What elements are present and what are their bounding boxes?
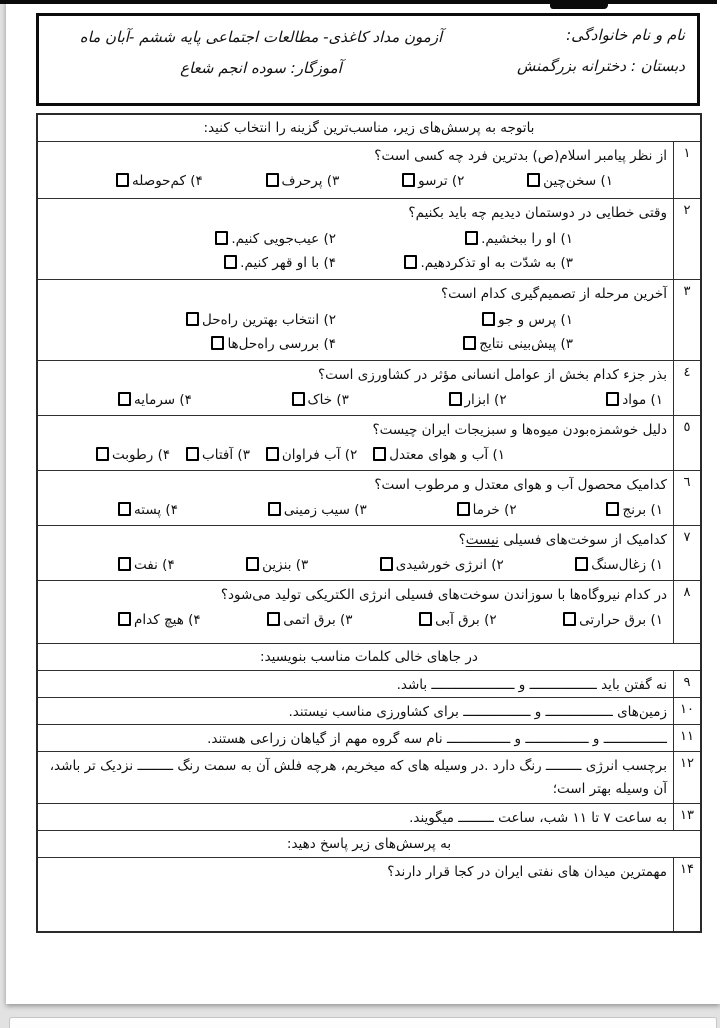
scan-artifact-bar bbox=[0, 0, 717, 4]
question-number: ٦ bbox=[673, 471, 700, 525]
option-checkbox[interactable] bbox=[246, 557, 259, 571]
question-body bbox=[38, 725, 673, 751]
question-body bbox=[38, 416, 673, 470]
question-text: برچسب انرژی ـــــــــ رنگ دارد .در وسیله های که میخریم، هرچه فلش آن به سمت رنگ ـــــــــ نزدیک تر باشد، آن وسیله بهتر است؛ bbox=[49, 758, 667, 797]
question-number: ٩ bbox=[673, 671, 700, 697]
school-label: دبستان : دخترانه بزرگمنش bbox=[516, 57, 685, 75]
option-checkbox[interactable] bbox=[211, 336, 224, 350]
option-checkbox[interactable] bbox=[118, 612, 131, 626]
exam-header-box bbox=[36, 13, 700, 106]
option-checkbox[interactable] bbox=[419, 612, 432, 626]
option-label: ۳) بنزین bbox=[262, 557, 309, 573]
question-number: ١٢ bbox=[673, 752, 700, 803]
question-number: ٢ bbox=[673, 199, 700, 279]
answer-option[interactable] bbox=[449, 389, 507, 412]
question-body bbox=[38, 280, 673, 360]
option-label: ۲) خرما bbox=[472, 502, 517, 518]
answer-option[interactable] bbox=[575, 554, 663, 577]
question-row bbox=[38, 858, 700, 931]
question-number: ١ bbox=[673, 142, 700, 198]
option-label: ۴) نفت bbox=[134, 557, 175, 573]
answer-option[interactable] bbox=[336, 308, 573, 332]
option-checkbox[interactable] bbox=[465, 231, 478, 245]
option-checkbox[interactable] bbox=[266, 447, 279, 461]
options-row bbox=[38, 168, 673, 196]
question-body bbox=[38, 752, 673, 803]
question-body bbox=[38, 471, 673, 525]
options-row bbox=[38, 607, 673, 635]
option-label: ۳) خاک bbox=[307, 392, 349, 408]
question-row bbox=[38, 671, 700, 698]
option-label: ۴) کم‌حوصله bbox=[132, 173, 203, 189]
option-label: ۲) انتخاب بهترین راه‌حل bbox=[202, 312, 336, 328]
question-number: ١٣ bbox=[673, 804, 700, 830]
question-text: دلیل خوشمزه‌بودن میوه‌ها و سبزیجات ایران چیست؟ bbox=[372, 422, 667, 438]
option-label: ۲) انرژی خورشیدی bbox=[395, 557, 504, 573]
options-row bbox=[38, 387, 673, 415]
question-text: کدامیک از سوخت‌های فسیلی نیست؟ bbox=[458, 532, 667, 548]
answer-option[interactable] bbox=[419, 609, 497, 632]
question-row bbox=[38, 752, 700, 804]
question-number: ١١ bbox=[673, 725, 700, 751]
answer-option[interactable] bbox=[267, 609, 352, 632]
answer-option[interactable] bbox=[58, 227, 336, 251]
question-body bbox=[38, 804, 673, 830]
answer-option[interactable] bbox=[606, 389, 663, 412]
option-label: ۱) پرس و جو bbox=[498, 312, 573, 328]
option-checkbox[interactable] bbox=[215, 231, 228, 245]
option-label: ۳) پیش‌بینی نتایج bbox=[479, 336, 573, 352]
question-text: زمین‌های ـــــــــــــــــ و ـــــــــــــــــ برای کشاورزی مناسب نیستند. bbox=[288, 704, 667, 720]
answer-option[interactable] bbox=[118, 389, 192, 412]
question-number: ٨ bbox=[673, 581, 700, 643]
option-checkbox[interactable] bbox=[606, 392, 619, 406]
question-body bbox=[38, 858, 673, 931]
option-label: ۲) ترسو bbox=[418, 173, 465, 189]
option-label: ۲) ابزار bbox=[464, 392, 507, 408]
option-label: ۴) هیچ کدام bbox=[134, 612, 201, 628]
answer-option[interactable] bbox=[186, 444, 250, 467]
option-checkbox[interactable] bbox=[267, 612, 280, 626]
option-checkbox[interactable] bbox=[116, 173, 129, 187]
options-row bbox=[38, 225, 673, 279]
option-label: ۱) برق حرارتی bbox=[579, 612, 663, 628]
option-label: ۴) پسته bbox=[134, 502, 178, 518]
section-header: به پرسش‌های زیر پاسخ دهید: bbox=[38, 831, 700, 858]
question-text: نه گفتن باید ـــــــــــــــــ و ـــــــــــــــــــــ باشد. bbox=[396, 677, 667, 693]
options-row bbox=[38, 306, 673, 360]
question-text: وقتی خطایی در دوستمان دیدیم چه باید بکنیم؟ bbox=[408, 205, 667, 221]
option-label: ۳) به شدّت به او تذکردهیم. bbox=[420, 255, 573, 271]
student-name-label: نام و نام خانوادگی: bbox=[566, 26, 685, 44]
answer-option[interactable] bbox=[266, 444, 357, 467]
answer-option[interactable] bbox=[402, 170, 464, 193]
question-body bbox=[38, 361, 673, 415]
question-text: مهمترین میدان های نفتی ایران در کجا قرار دارند؟ bbox=[387, 864, 667, 880]
exam-title: آزمون مداد کاغذی- مطالعات اجتماعی پایه ششم -آبان ماه bbox=[79, 28, 443, 46]
answer-option[interactable] bbox=[457, 499, 517, 522]
answer-option[interactable] bbox=[527, 170, 613, 193]
underlined-word: نیست bbox=[465, 532, 499, 548]
header-center-column bbox=[39, 16, 463, 103]
options-row bbox=[38, 552, 673, 580]
next-page-edge bbox=[9, 1017, 717, 1028]
answer-option[interactable] bbox=[246, 554, 308, 577]
option-checkbox[interactable] bbox=[118, 502, 131, 516]
option-checkbox[interactable] bbox=[404, 255, 417, 269]
section-header: باتوجه به پرسش‌های زیر، مناسب‌ترین گزینه را انتخاب کنید: bbox=[38, 115, 700, 142]
question-row bbox=[38, 142, 700, 199]
exam-page bbox=[6, 0, 720, 1004]
question-row bbox=[38, 698, 700, 725]
section-header: در جاهای خالی کلمات مناسب بنویسید: bbox=[38, 644, 700, 671]
question-row bbox=[38, 526, 700, 581]
question-body bbox=[38, 671, 673, 697]
option-label: ۱) سخن‌چین bbox=[543, 173, 613, 189]
question-number: ٥ bbox=[673, 416, 700, 470]
answer-option[interactable] bbox=[563, 609, 663, 632]
question-row bbox=[38, 581, 700, 644]
teacher-label: آموزگار: سوده انجم شعاع bbox=[180, 59, 342, 77]
question-text: به ساعت ۷ تا ۱۱ شب، ساعت ـــــــــ میگویند. bbox=[409, 810, 667, 826]
option-checkbox[interactable] bbox=[563, 612, 576, 626]
option-checkbox[interactable] bbox=[118, 392, 131, 406]
answer-option[interactable] bbox=[292, 389, 349, 412]
option-checkbox[interactable] bbox=[463, 336, 476, 350]
option-checkbox[interactable] bbox=[186, 312, 199, 326]
option-checkbox[interactable] bbox=[118, 557, 131, 571]
question-text: کدامیک محصول آب و هوای معتدل و مرطوب است؟ bbox=[374, 477, 667, 493]
option-checkbox[interactable] bbox=[96, 447, 109, 461]
answer-option[interactable] bbox=[118, 554, 175, 577]
option-checkbox[interactable] bbox=[575, 557, 588, 571]
question-body bbox=[38, 581, 673, 643]
question-number: ١۴ bbox=[673, 858, 700, 931]
answer-option[interactable] bbox=[266, 170, 340, 193]
option-label: ۲) عیب‌جویی کنیم. bbox=[231, 231, 336, 247]
options-row bbox=[38, 497, 673, 525]
option-label: ۳) آفتاب bbox=[202, 447, 250, 463]
option-checkbox[interactable] bbox=[380, 557, 393, 571]
question-row bbox=[38, 280, 700, 361]
option-checkbox[interactable] bbox=[402, 173, 415, 187]
option-label: ۱) برنج bbox=[622, 502, 663, 518]
option-checkbox[interactable] bbox=[606, 502, 619, 516]
option-checkbox[interactable] bbox=[268, 502, 281, 516]
option-checkbox[interactable] bbox=[449, 392, 462, 406]
question-body bbox=[38, 526, 673, 580]
option-label: ۱) آب و هوای معتدل bbox=[389, 447, 505, 463]
answer-option[interactable] bbox=[380, 554, 504, 577]
option-label: ۴) بررسی راه‌حل‌ها bbox=[227, 336, 336, 352]
option-checkbox[interactable] bbox=[186, 447, 199, 461]
answer-option[interactable] bbox=[336, 332, 573, 356]
question-text: از نظر پیامبر اسلام(ص) بدترین فرد چه کسی است؟ bbox=[374, 148, 667, 164]
answer-option[interactable] bbox=[336, 251, 573, 275]
scan-artifact-blob bbox=[550, 0, 608, 9]
answer-option[interactable] bbox=[116, 170, 203, 193]
question-row bbox=[38, 471, 700, 526]
option-checkbox[interactable] bbox=[292, 392, 305, 406]
option-label: ۳) برق اتمی bbox=[283, 612, 353, 628]
question-row bbox=[38, 416, 700, 471]
question-row bbox=[38, 725, 700, 752]
answer-option[interactable] bbox=[336, 227, 573, 251]
answer-option[interactable] bbox=[118, 609, 201, 632]
option-checkbox[interactable] bbox=[373, 447, 386, 461]
question-body bbox=[38, 698, 673, 724]
question-body bbox=[38, 199, 673, 279]
answer-option[interactable] bbox=[58, 332, 336, 356]
question-number: ٣ bbox=[673, 280, 700, 360]
option-label: ۴) سرمایه bbox=[134, 392, 192, 408]
question-row bbox=[38, 361, 700, 416]
question-text: بذر جزء کدام بخش از عوامل انسانی مؤثر در کشاورزی است؟ bbox=[317, 367, 667, 383]
option-checkbox[interactable] bbox=[266, 173, 279, 187]
option-checkbox[interactable] bbox=[527, 173, 540, 187]
answer-option[interactable] bbox=[606, 499, 663, 522]
question-row bbox=[38, 199, 700, 280]
option-label: ۱) زغال‌سنگ bbox=[591, 557, 663, 573]
option-checkbox[interactable] bbox=[224, 255, 237, 269]
header-right-column bbox=[463, 16, 697, 103]
answer-option[interactable] bbox=[96, 444, 170, 467]
question-text: در کدام نیروگاه‌ها با سوزاندن سوخت‌های فسیلی انرژی الکتریکی تولید می‌شود؟ bbox=[220, 587, 667, 603]
option-label: ۱) او را ببخشیم. bbox=[481, 231, 573, 247]
option-checkbox[interactable] bbox=[457, 502, 470, 516]
question-number: ١٠ bbox=[673, 698, 700, 724]
options-row bbox=[38, 442, 673, 470]
option-label: ۳) سیب زمینی bbox=[283, 502, 367, 518]
answer-option[interactable] bbox=[58, 308, 336, 332]
option-label: ۲) برق آبی bbox=[435, 612, 497, 628]
question-text: ــــــــــــــــ و ــــــــــــــــ و ــــــــــــــــ نام سه گروه مهم از گیاهان زراعی هستند. bbox=[207, 731, 667, 747]
option-label: ۱) مواد bbox=[622, 392, 663, 408]
answer-option[interactable] bbox=[373, 444, 505, 467]
answer-option[interactable] bbox=[118, 499, 178, 522]
answer-option[interactable] bbox=[268, 499, 367, 522]
option-label: ۴) با او قهر کنیم. bbox=[240, 255, 336, 271]
option-label: ۴) رطوبت bbox=[112, 447, 171, 463]
option-label: ۲) آب فراوان bbox=[281, 447, 358, 463]
questions-table bbox=[36, 113, 702, 933]
option-checkbox[interactable] bbox=[482, 312, 495, 326]
option-label: ۳) پرحرف bbox=[281, 173, 340, 189]
question-number: ٤ bbox=[673, 361, 700, 415]
question-row bbox=[38, 804, 700, 831]
question-body bbox=[38, 142, 673, 198]
question-number: ٧ bbox=[673, 526, 700, 580]
question-text: آخرین مرحله از تصمیم‌گیری کدام است؟ bbox=[441, 286, 667, 302]
answer-option[interactable] bbox=[58, 251, 336, 275]
